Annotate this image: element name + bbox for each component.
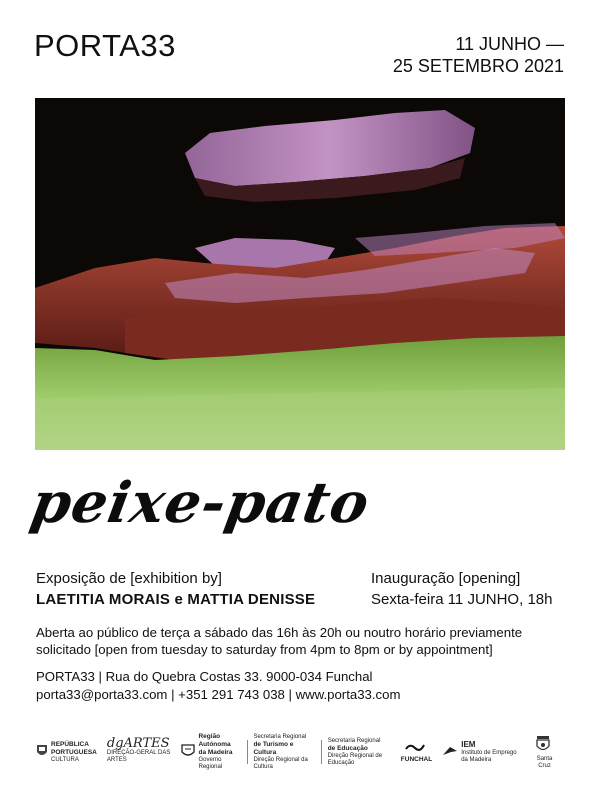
funchal-wave-icon (405, 741, 425, 756)
opening-hours (36, 624, 576, 658)
opening-date: Sexta-feira 11 JUNHO, 18h (371, 591, 553, 608)
contact-line: porta33@porta33.com | +351 291 743 038 | www.porta33.com (36, 687, 401, 702)
republica-emblem-icon (36, 744, 48, 761)
educacao-line3: Direção Regional de Educação (327, 752, 383, 766)
madeira-line1: Região Autónoma (198, 733, 231, 748)
logo-funchal (401, 741, 432, 764)
contact-address (36, 668, 400, 704)
sponsor-logos (36, 732, 566, 772)
educacao-line2: de Educação (327, 744, 368, 752)
educacao-line1: Secretaria Regional (327, 737, 381, 744)
hours-line-1: Aberta ao público de terça a sábado das 16h às 20h ou noutro horário previamente (36, 625, 523, 640)
logo-divider (247, 740, 248, 764)
logo-dgartes (106, 736, 172, 764)
iem-sub: Instituto de Emprego da Madeira (461, 749, 517, 763)
logo-educacao (328, 738, 391, 767)
opening-label: Inauguração [opening] (371, 570, 521, 587)
iem-label: IEM (461, 739, 476, 749)
turismo-line1: Secretaria Regional (253, 733, 307, 740)
exhibition-by-label: Exposição de [exhibition by] (36, 570, 222, 587)
exhibition-photo (35, 98, 565, 450)
iem-bird-icon (442, 745, 458, 760)
dgartes-sub: DIREÇÃO-GERAL DAS ARTES (106, 750, 171, 763)
address-line: PORTA33 | Rua do Quebra Costas 33. 9000-034 Funchal (36, 669, 373, 684)
dgartes-mark: dgARTES (106, 736, 170, 751)
date-end: 25 SETEMBRO 2021 (392, 56, 564, 76)
turismo-line2: de Turismo e Cultura (253, 740, 294, 756)
madeira-line2: da Madeira (198, 749, 233, 756)
republica-line1: REPÚBLICA (51, 740, 89, 748)
date-start: 11 JUNHO — (455, 34, 564, 54)
crest-sub: Santa Cruz (536, 755, 553, 769)
brand-name: PORTA33 (34, 28, 176, 63)
republica-line2: PORTUGUESA (51, 748, 97, 756)
logo-turismo-cultura (253, 734, 310, 771)
exhibition-credits (36, 568, 315, 610)
funchal-label: FUNCHAL (400, 755, 433, 763)
logo-republica-portuguesa (36, 741, 97, 764)
turismo-line3: Direção Regional da Cultura (253, 756, 308, 770)
exhibition-dates (393, 33, 564, 77)
crest-icon (535, 735, 551, 756)
opening-info (371, 568, 552, 610)
hours-line-2: solicitado [open from tuesday to saturday from 4pm to 8pm or by appointment] (36, 642, 493, 657)
logo-divider (321, 740, 322, 764)
exhibition-title: peixe-pato (26, 470, 375, 536)
logo-iem (442, 741, 523, 764)
artists-names: LAETITIA MORAIS e MATTIA DENISSE (36, 591, 316, 608)
logo-regiao-madeira (181, 733, 236, 771)
logo-municipal-crest (533, 735, 556, 770)
republica-line3: CULTURA (51, 756, 79, 763)
cave-rock-image (35, 98, 565, 450)
madeira-line3: Governo Regional (198, 757, 223, 770)
madeira-emblem-icon (181, 744, 195, 761)
